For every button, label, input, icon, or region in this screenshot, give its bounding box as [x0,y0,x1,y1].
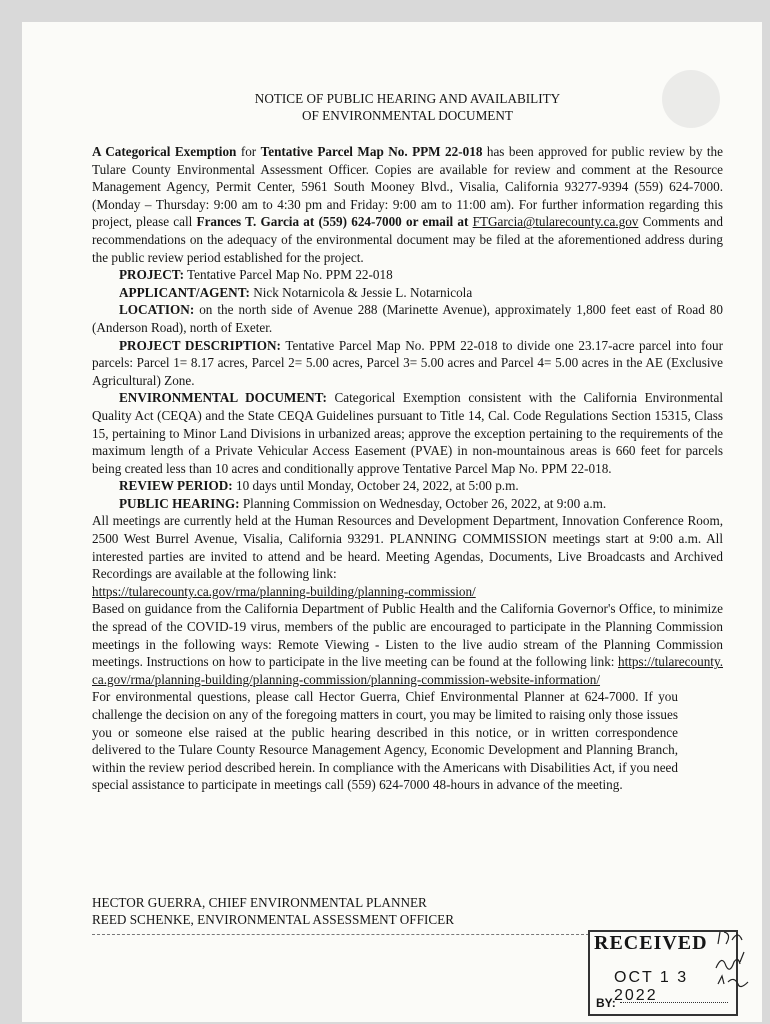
participation-info-link[interactable]: https://tularecounty.ca.gov/rma/planning-building/planning-commission/planning-commission-website-information/ [92,654,723,687]
intro-text-2: has been approved for public review by the Tulare County Environmental Assessment Officer. Copies are available for review and comment at the Resource Management Agency, Permit Center, 5961 South Mooney Blvd., Visalia, California 93277-9394 (559) 624-7000. (Monday – Thursday: 9:00 am to 4:30 pm and Friday: 9:00 am to 11:00 am). For further information regarding this project, please call [92,144,723,230]
intro-text-3: Comments and recommendations on the adequacy of the environmental document may be filed at the aforementioned address during the public review period established for the project. [92,214,723,265]
notice-body [92,90,723,794]
intro-project: Tentative Parcel Map No. PPM 22-018 [260,144,483,159]
intro-text-1: for [236,144,261,159]
divider-line [92,934,594,935]
heading-line-1: NOTICE OF PUBLIC HEARING AND AVAILABILITY [254,91,561,106]
field-location [92,301,723,336]
field-value: Tentative Parcel Map No. PPM 22-018 [183,267,393,283]
notice-heading [92,90,723,124]
covid-paragraph [92,600,723,688]
field-applicant [92,284,723,302]
field-review-period [92,477,723,495]
signatory-1: HECTOR GUERRA, CHIEF ENVIRONMENTAL PLANNER [92,895,427,910]
field-label: PROJECT DESCRIPTION: [119,337,281,353]
field-label: REVIEW PERIOD: [119,478,233,494]
field-label: PROJECT: [119,267,184,283]
field-value: Categorical Exemption consistent with the California Environmental Quality Act (CEQA) and the State CEQA Guidelines pursuant to Title 14, Cal. Code Regulations Section 15315, Class 15, pertaining to Minor Land Divisions in urbanized areas; approve the exception pertaining to the requirements of the maximum length of a Private Vehicular Access Easement (PVAE) in non-mountainous areas is 660 feet for parcels being created less than 10 acres and conditionally approve Tentative Parcel Map No. PPM 22-018. [92,390,723,476]
planning-commission-link[interactable]: https://tularecounty.ca.gov/rma/planning-building/planning-commission/ [92,583,476,599]
field-project-description [92,337,723,390]
handwritten-initials [712,922,758,998]
signature-block [92,894,454,928]
stamp-title: RECEIVED [594,932,708,954]
contact-email-link[interactable]: FTGarcia@tularecounty.ca.gov [472,214,639,230]
field-value: Planning Commission on Wednesday, October 26, 2022, at 9:00 a.m. [239,495,607,511]
field-value: on the north side of Avenue 288 (Marinette Avenue), approximately 1,800 feet east of Road 80 (Anderson Road), north of Exeter. [92,302,723,335]
field-label: APPLICANT/AGENT: [119,284,250,300]
field-value: 10 days until Monday, October 24, 2022, at 5:00 p.m. [232,478,519,494]
stamp-signature-line [620,1002,728,1003]
field-value: Tentative Parcel Map No. PPM 22-018 to divide one 23.17-acre parcel into four parcels: Parcel 1= 8.17 acres, Parcel 2= 5.00 acres, Parcel 3= 5.00 acres and Parcel 4= 5.00 acres in the AE (Exclusive Agricultural) Zone. [92,337,724,388]
intro-contact: Frances T. Garcia at (559) 624-7000 or email at [196,214,469,230]
heading-line-2: OF ENVIRONMENTAL DOCUMENT [302,108,513,123]
stamp-by-label: BY: [596,996,616,1010]
field-project [92,266,723,284]
intro-paragraph [92,143,723,266]
covid-text: Based on guidance from the California Department of Public Health and the California Governor's Office, to minimize the spread of the COVID-19 virus, members of the public are encouraged to participate in the Planning Commission meetings in the following ways: Remote Viewing - Listen to the live audio stream of the Planning Commission meetings. Instructions on how to participate in the live meeting can be found at the following link: [92,601,723,670]
field-value: Nick Notarnicola & Jessie L. Notarnicola [249,284,473,300]
closing-paragraph: For environmental questions, please call Hector Guerra, Chief Environmental Planner at 624-7000. If you challenge the decision on any of the foregoing matters in court, you may be limited to raising only those issues you or someone else raised at the public hearing described in this notice, or in written correspondence delivered to the Tulare County Resource Management Agency, Economic Development and Planning Branch, within the review period described herein. In compliance with the Americans with Disabilities Act, if you need special assistance to participate in meetings call (559) 624-7000 48-hours in advance of the meeting. [92,689,678,793]
document-page [22,22,762,1022]
field-label: LOCATION: [119,302,195,318]
field-label: PUBLIC HEARING: [119,495,240,511]
meetings-text: All meetings are currently held at the Human Resources and Development Department, Innovation Conference Room, 2500 West Burrel Avenue, Visalia, California 93291. PLANNING COMMISSION meetings start at 9:00 a.m. All interested parties are invited to attend and be heard. Meeting Agendas, Documents, Live Broadcasts and Archived Recordings are available at the following link: [92,513,723,582]
field-label: ENVIRONMENTAL DOCUMENT: [119,390,327,406]
intro-lead: A Categorical Exemption [92,144,237,159]
field-public-hearing [92,495,723,513]
field-environmental-document [92,389,723,477]
stamp-date: OCT 1 3 2022 [614,969,689,1004]
meetings-paragraph [92,512,723,600]
signatory-2: REED SCHENKE, ENVIRONMENTAL ASSESSMENT OFFICER [92,912,454,927]
